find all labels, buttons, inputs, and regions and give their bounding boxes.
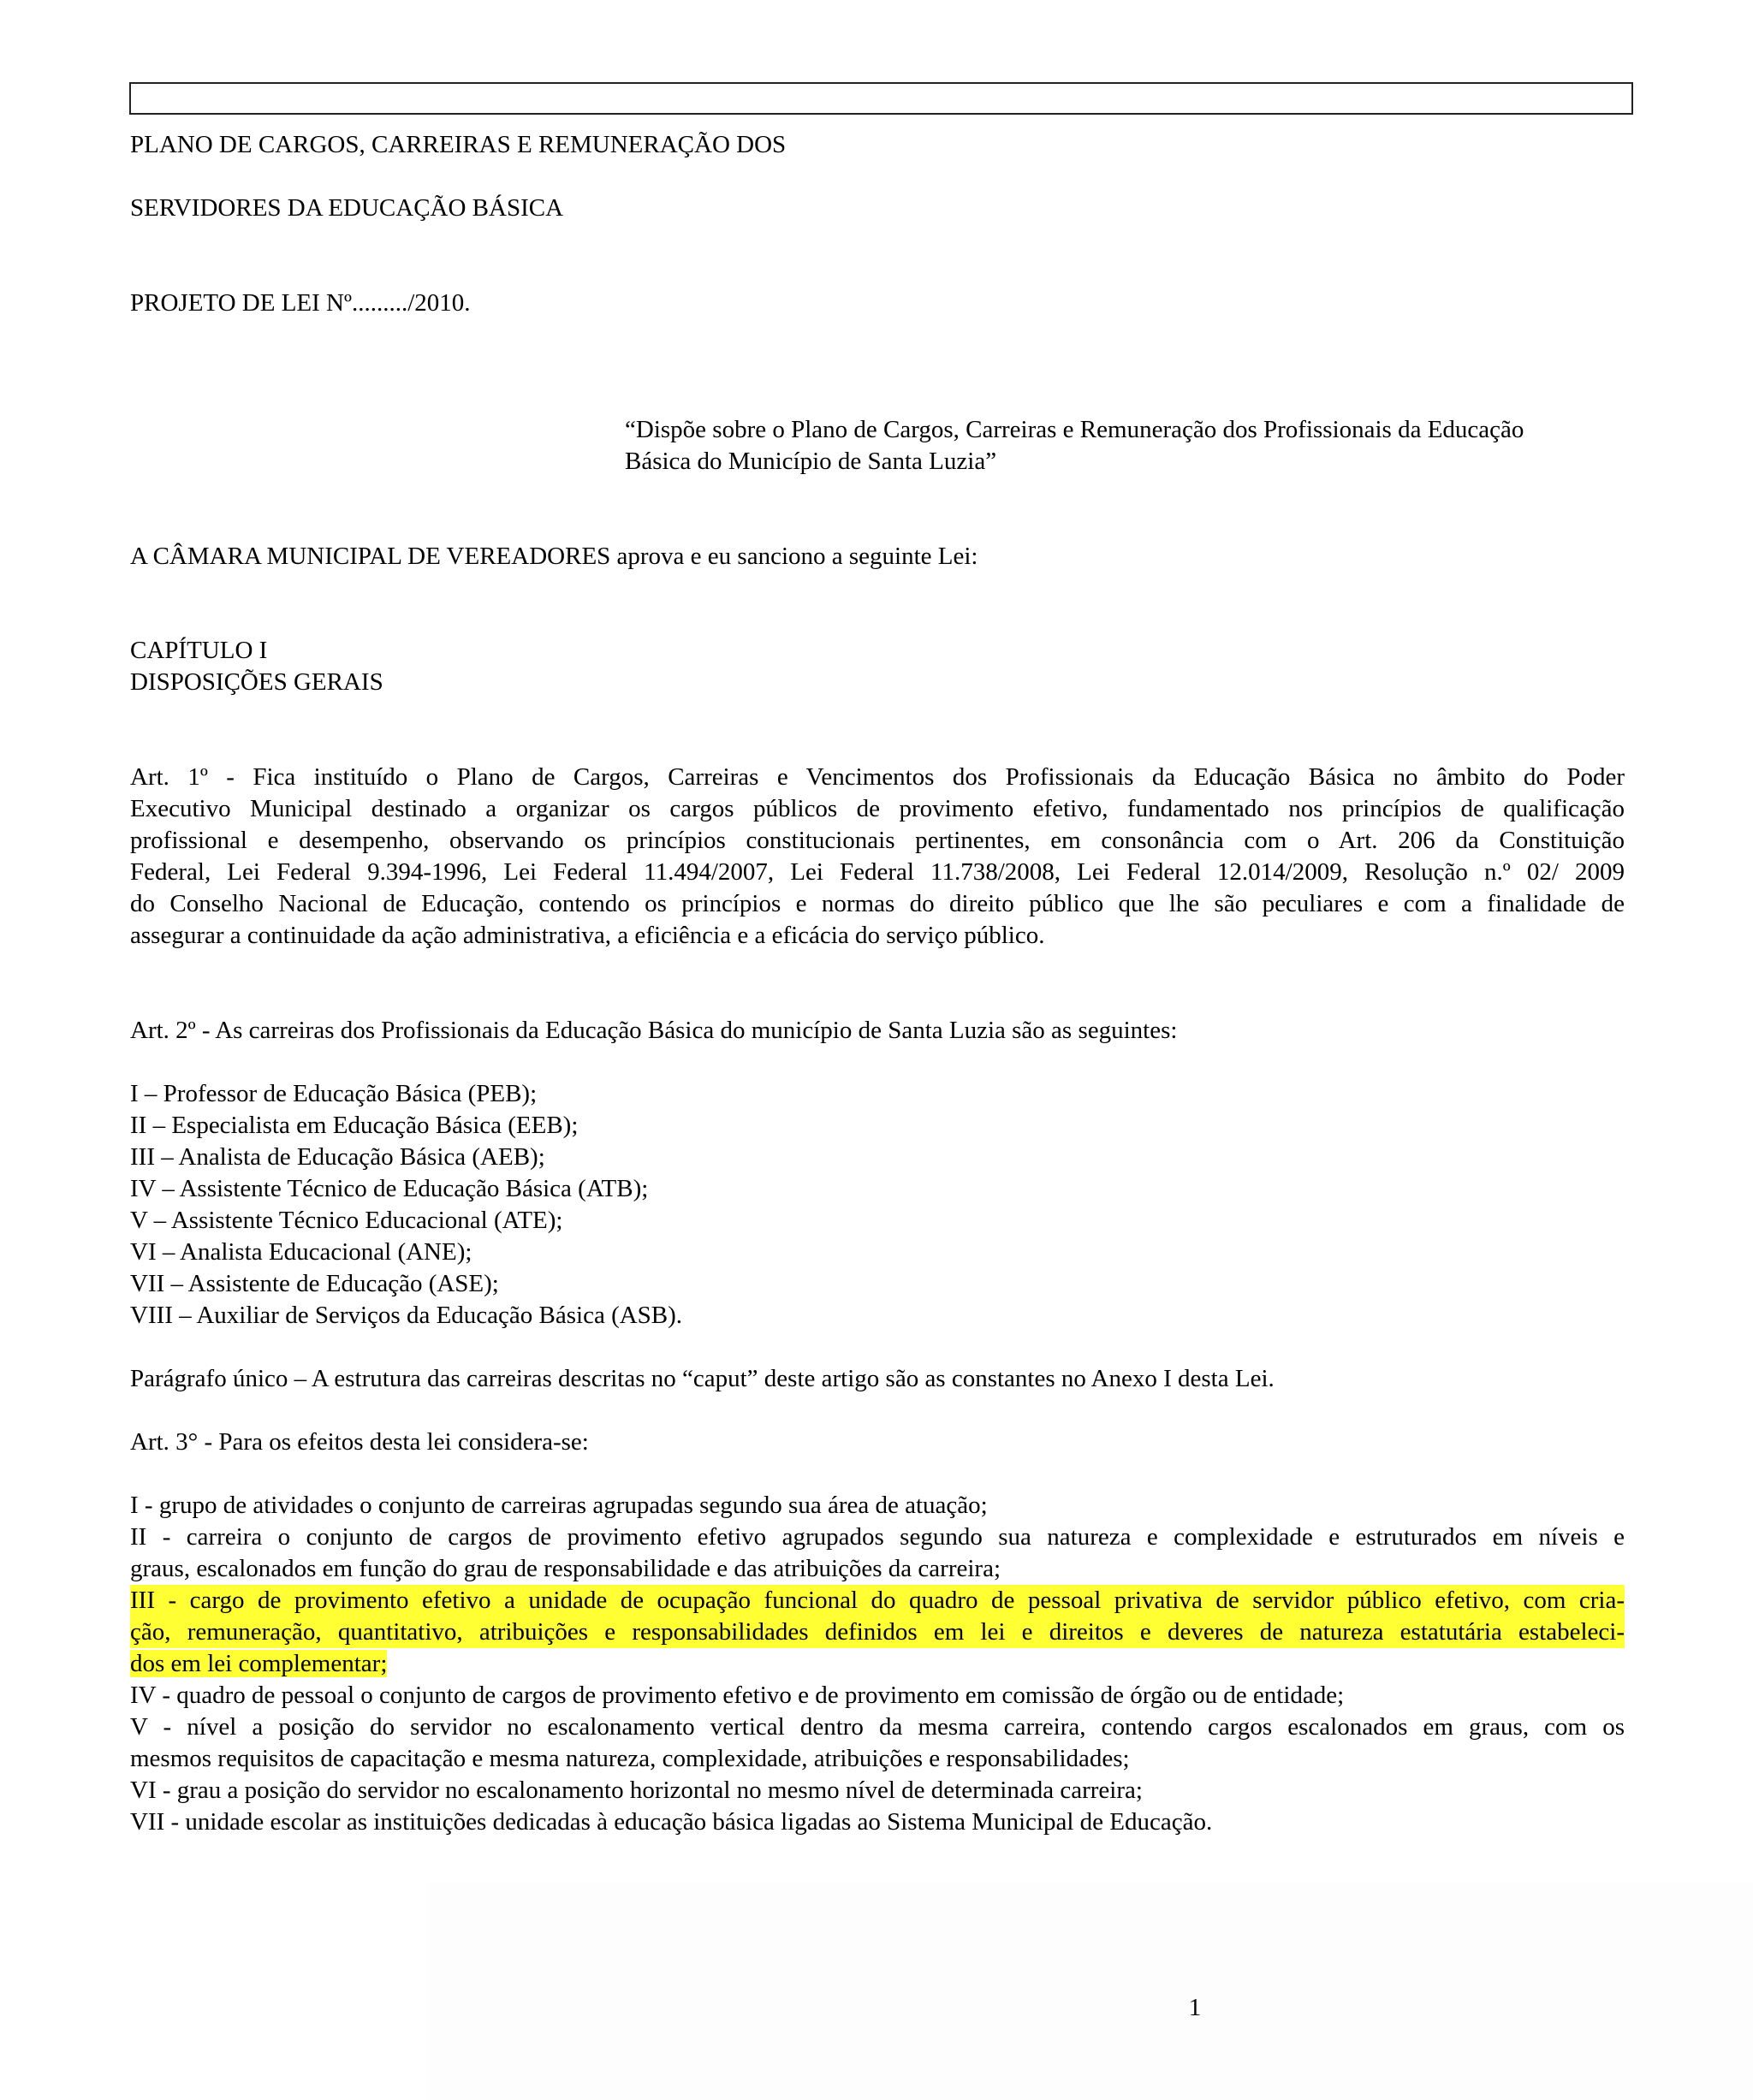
article-1-line: Executivo Municipal destinado a organizar os cargos públicos de provimento efetivo, fundamentado nos princípios de qualificação (130, 795, 1625, 822)
ementa (625, 414, 1626, 478)
chapter-number: CAPÍTULO I (130, 637, 268, 664)
article-2-intro: Art. 2º - As carreiras dos Profissionais da Educação Básica do município de Santa Luzia são as seguintes: (130, 1017, 1178, 1044)
page-number: 1 (1188, 1994, 1202, 2021)
definition-line: V - nível a posição do servidor no escalonamento vertical dentro da mesma carreira, contendo cargos escalonados em graus, com os (130, 1713, 1625, 1741)
career-item: IV – Assistente Técnico de Educação Básica (ATB); (130, 1175, 649, 1202)
career-item: V – Assistente Técnico Educacional (ATE); (130, 1207, 563, 1234)
career-item: III – Analista de Educação Básica (AEB); (130, 1143, 545, 1171)
career-item: VIII – Auxiliar de Serviços da Educação Básica (ASB). (130, 1302, 683, 1329)
highlighted-text: dos em lei complementar; (130, 1650, 388, 1677)
career-item: I – Professor de Educação Básica (PEB); (130, 1080, 538, 1107)
ementa-line: “Dispõe sobre o Plano de Cargos, Carreiras e Remuneração dos Profissionais da Educação (625, 416, 1524, 443)
article-2-list (130, 1078, 1625, 1332)
definition-line: mesmos requisitos de capacitação e mesma natureza, complexidade, atribuições e responsabilidades; (130, 1745, 1130, 1772)
definition-line-highlighted: III - cargo de provimento efetivo a unidade de ocupação funcional do quadro de pessoal privativa de servidor público efetivo, com cria- (130, 1585, 1625, 1617)
article-1-line: Federal, Lei Federal 9.394-1996, Lei Federal 11.494/2007, Lei Federal 11.738/2008, Lei Federal 12.014/2009, Resolução n.º 02/ 2009 (130, 858, 1625, 886)
definition-line: VII - unidade escolar as instituições dedicadas à educação básica ligadas ao Sistema Municipal de Educação. (130, 1808, 1213, 1836)
career-item: VII – Assistente de Educação (ASE); (130, 1270, 499, 1297)
bill-number: PROJETO DE LEI Nº........./2010. (130, 289, 471, 317)
header-box (129, 82, 1633, 115)
article-1 (130, 762, 1625, 952)
definition-line-highlighted (130, 1648, 1625, 1680)
article-3-definitions (130, 1490, 1625, 1838)
article-1-line: Art. 1º - Fica instituído o Plano de Cargos, Carreiras e Vencimentos dos Profissionais da Educação Básica no âmbito do Poder (130, 763, 1625, 791)
document-title-line2: SERVIDORES DA EDUCAÇÃO BÁSICA (130, 194, 564, 222)
ementa-line: Básica do Município de Santa Luzia” (625, 448, 997, 475)
definition-line: II - carreira o conjunto de cargos de provimento efetivo agrupados segundo sua natureza e complexidade e estruturados em níveis e (130, 1523, 1625, 1551)
career-item: II – Especialista em Educação Básica (EEB); (130, 1112, 579, 1139)
document-title-line1: PLANO DE CARGOS, CARREIRAS E REMUNERAÇÃO DOS (130, 131, 787, 158)
definition-line: I - grupo de atividades o conjunto de carreiras agrupadas segundo sua área de atuação; (130, 1492, 988, 1519)
definition-line-highlighted: ção, remuneração, quantitativo, atribuições e responsabilidades definidos em lei e direitos e deveres de natureza estatutária estabeleci- (130, 1617, 1625, 1648)
definition-line: IV - quadro de pessoal o conjunto de cargos de provimento efetivo e de provimento em comissão de órgão ou de entidade; (130, 1682, 1345, 1709)
definition-line: graus, escalonados em função do grau de responsabilidade e das atribuições da carreira; (130, 1555, 1001, 1582)
chapter-title: DISPOSIÇÕES GERAIS (130, 668, 383, 696)
article-1-line: assegurar a continuidade da ação administrativa, a eficiência e a eficácia do serviço público. (130, 922, 1045, 949)
article-1-line: do Conselho Nacional de Educação, contendo os princípios e normas do direito público que lhe são peculiares e com a finalidade de (130, 890, 1625, 917)
career-item: VI – Analista Educacional (ANE); (130, 1238, 472, 1266)
chapter-heading (130, 635, 1625, 698)
enactment-clause: A CÂMARA MUNICIPAL DE VEREADORES aprova e eu sanciono a seguinte Lei: (130, 543, 978, 570)
definition-line: VI - grau a posição do servidor no escalonamento horizontal no mesmo nível de determinada carreira; (130, 1777, 1143, 1804)
article-2-paragraph: Parágrafo único – A estrutura das carreiras descritas no “caput” deste artigo são as constantes no Anexo I desta Lei. (130, 1365, 1275, 1392)
page-shading (428, 1883, 1753, 2100)
article-1-line: profissional e desempenho, observando os princípios constitucionais pertinentes, em consonância com o Art. 206 da Constituição (130, 827, 1625, 854)
article-3-intro: Art. 3° - Para os efeitos desta lei considera-se: (130, 1428, 589, 1456)
